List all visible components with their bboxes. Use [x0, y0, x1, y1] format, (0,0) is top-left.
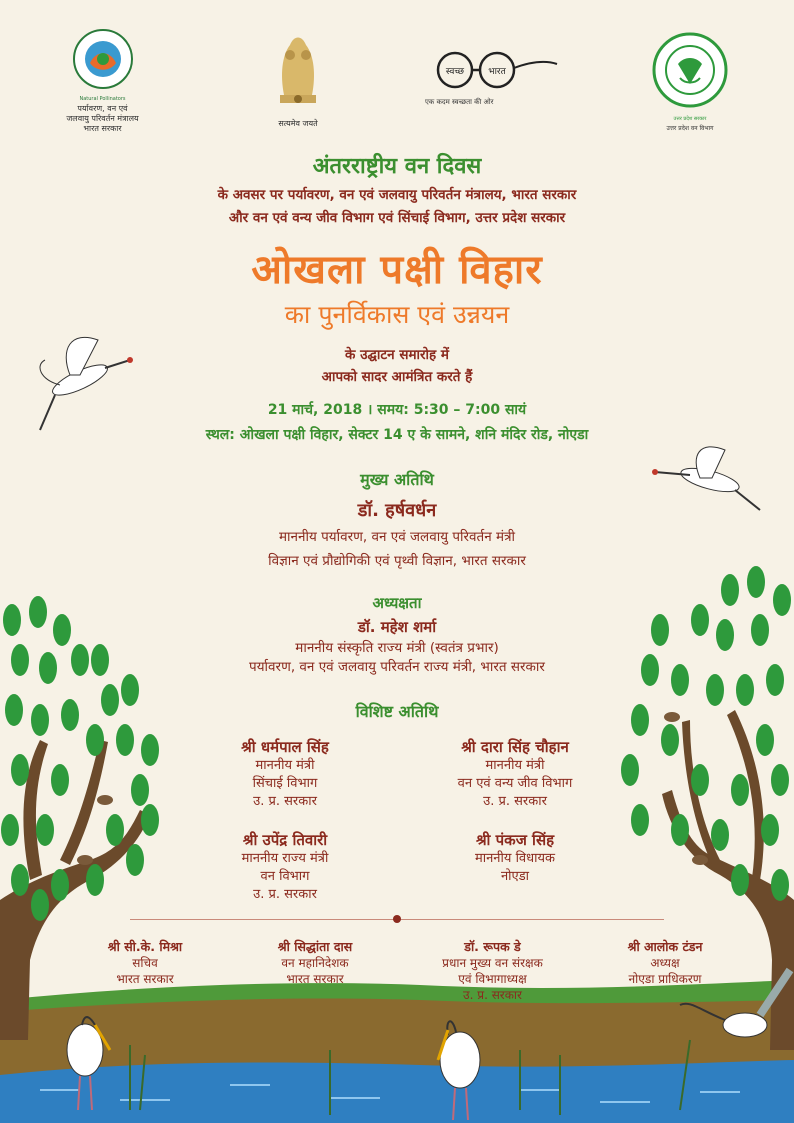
guest-card — [405, 830, 625, 886]
guest-name: श्री पंकज सिंह — [475, 831, 555, 849]
official-line: अध्यक्ष — [650, 956, 680, 970]
up-govt-logo — [640, 30, 740, 134]
guest-line: माननीय राज्य मंत्री — [241, 851, 329, 866]
official-line: भारत सरकार — [116, 972, 174, 986]
guest-line: सिंचाई विभाग — [252, 776, 318, 791]
guest-card — [180, 830, 390, 904]
guest-line: वन विभाग — [260, 869, 310, 884]
presided-heading: अध्यक्षता — [372, 594, 422, 612]
spectacles-icon — [425, 50, 565, 90]
chief-guest-name: डॉ. हर्षवर्धन — [357, 500, 437, 521]
guest-card — [180, 737, 390, 811]
guest-line: उ. प्र. सरकार — [483, 794, 547, 809]
sub-title: का पुनर्विकास एवं उन्नयन — [284, 300, 510, 329]
official-line: प्रधान मुख्य वन संरक्षक — [442, 956, 543, 970]
guest-line: नोएडा — [500, 869, 530, 884]
official-name: श्री सिद्धांता दास — [277, 939, 353, 954]
lion-capital-icon — [270, 25, 326, 115]
header-line-1: के अवसर पर पर्यावरण, वन एवं जलवायु परिवर्तन मंत्रालय, भारत सरकार — [217, 187, 577, 203]
guest-name: श्री दारा सिंह चौहान — [461, 738, 569, 756]
divider-dot — [393, 915, 401, 923]
invite-line-1: के उद्घाटन समारोह में — [345, 347, 449, 363]
sparrow-4 — [692, 855, 708, 865]
up-caption: उत्तर प्रदेश वन विभाग — [666, 125, 714, 132]
chief-guest-line-1: माननीय पर्यावरण, वन एवं जलवायु परिवर्तन मंत्री — [278, 529, 516, 545]
official-line: एवं विभागाध्यक्ष — [458, 972, 527, 986]
official-line: उ. प्र. सरकार — [463, 988, 522, 1002]
official-line: भारत सरकार — [286, 972, 344, 986]
water — [0, 1060, 794, 1123]
guest-name: श्री धर्मपाल सिंह — [241, 738, 329, 756]
official-card — [405, 938, 580, 1003]
official-line: नोएडा प्राधिकरण — [628, 972, 702, 986]
special-guests-heading: विशिष्ट अतिथि — [355, 702, 439, 721]
header-line-2: और वन एवं वन्य जीव विभाग एवं सिंचाई विभाग, उत्तर प्रदेश सरकार — [228, 210, 566, 226]
chief-guest-line-2: विज्ञान एवं प्रौद्योगिकी एवं पृथ्वी विज्ञान, भारत सरकार — [268, 553, 526, 569]
guest-line: वन एवं वन्य जीव विभाग — [457, 776, 573, 791]
up-arc-text: उत्तर प्रदेश सरकार — [673, 116, 707, 122]
event-venue: स्थल: ओखला पक्षी विहार, सेक्टर 14 ए के सामने, शनि मंदिर रोड, नोएडा — [205, 427, 589, 443]
event-datetime: 21 मार्च, 2018 । समय: 5:30 – 7:00 सायं — [267, 402, 527, 418]
presided-line-1: माननीय संस्कृति राज्य मंत्री (स्वतंत्र प्रभार) — [295, 640, 499, 656]
guest-line: माननीय मंत्री — [255, 758, 315, 773]
official-card — [590, 938, 740, 987]
sparrow-2 — [77, 855, 93, 865]
guest-line: उ. प्र. सरकार — [253, 794, 317, 809]
swachh-bharat-logo — [425, 50, 565, 107]
guest-name: श्री उपेंद्र तिवारी — [242, 831, 328, 849]
official-name: डॉ. रूपक डे — [464, 939, 521, 954]
moef-logo — [55, 28, 150, 134]
moef-arc-text: Natural Pollinators — [79, 96, 126, 102]
presided-line-2: पर्यावरण, वन एवं जलवायु परिवर्तन राज्य मंत्री, भारत सरकार — [249, 659, 545, 675]
up-seal-icon — [650, 30, 730, 110]
presided-name: डॉ. महेश शर्मा — [357, 618, 437, 636]
swachh-tagline: एक कदम स्वच्छता की ओर — [425, 98, 494, 106]
guest-line: माननीय मंत्री — [485, 758, 545, 773]
moef-caption-3: भारत सरकार — [83, 124, 122, 133]
moef-emblem-icon — [72, 28, 134, 90]
bharat-word: भारत — [488, 67, 506, 77]
sparrow-1 — [97, 795, 113, 805]
guest-card — [405, 737, 625, 811]
official-name: श्री आलोक टंडन — [627, 939, 703, 954]
swachh-word: स्वच्छ — [445, 67, 465, 77]
guest-line: माननीय विधायक — [474, 851, 556, 866]
emblem-caption: सत्यमेव जयते — [278, 119, 318, 128]
official-line: वन महानिदेशक — [281, 956, 349, 970]
official-name: श्री सी.के. मिश्रा — [107, 939, 183, 954]
chief-guest-heading: मुख्य अतिथि — [360, 470, 434, 489]
moef-caption-1: पर्यावरण, वन एवं — [77, 104, 128, 113]
event-title: अंतरराष्ट्रीय वन दिवस — [312, 154, 482, 179]
official-card — [240, 938, 390, 987]
moef-caption-2: जलवायु परिवर्तन मंत्रालय — [66, 114, 139, 123]
guest-line: उ. प्र. सरकार — [253, 887, 317, 902]
official-line: सचिव — [132, 956, 158, 970]
invite-line-2: आपको सादर आमंत्रित करते हैं — [321, 369, 473, 385]
official-card — [70, 938, 220, 987]
main-title: ओखला पक्षी विहार — [251, 247, 543, 293]
ashoka-emblem — [258, 25, 338, 129]
